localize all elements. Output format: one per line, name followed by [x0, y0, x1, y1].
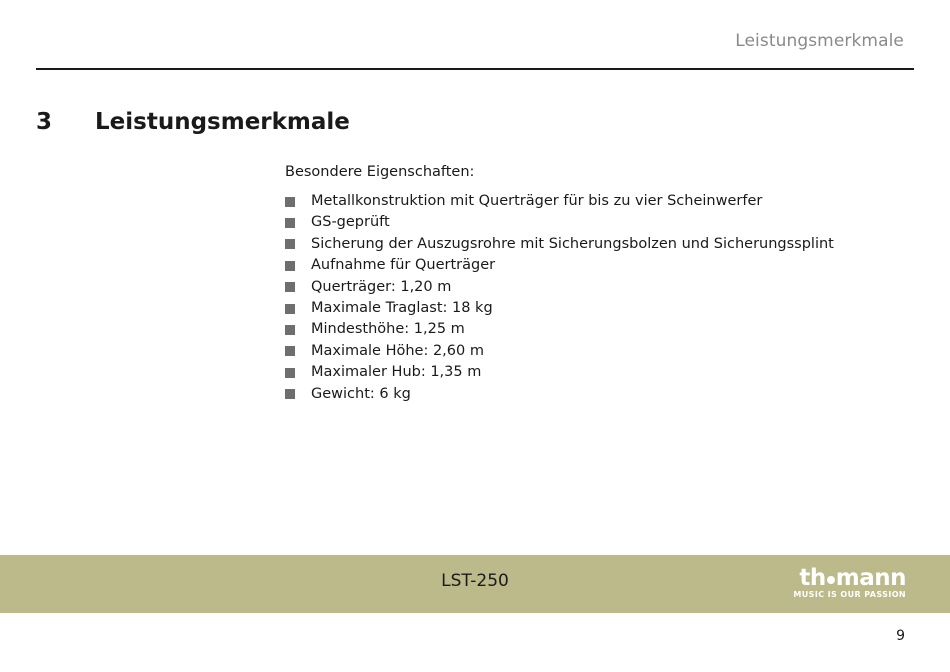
square-bullet-icon	[285, 197, 295, 207]
feature-text: Metallkonstruktion mit Querträger für bis zu vier Scheinwerfer	[311, 193, 763, 209]
feature-text: Maximale Traglast: 18 kg	[311, 299, 493, 316]
running-header: Leistungsmerkmale	[735, 31, 904, 51]
list-item	[285, 212, 834, 233]
square-bullet-icon	[285, 325, 295, 335]
list-item	[285, 277, 834, 298]
model-name: LST-250	[441, 571, 509, 591]
list-item	[285, 255, 834, 276]
logo-wordmark: th mann	[799, 565, 906, 591]
feature-text: Maximale Höhe: 2,60 m	[311, 342, 484, 359]
square-bullet-icon	[285, 346, 295, 356]
feature-text: Querträger: 1,20 m	[311, 278, 452, 295]
list-item	[285, 298, 834, 319]
feature-text: Sicherung der Auszugsrohre mit Sicherungsbolzen und Sicherungssplint	[311, 235, 834, 252]
list-item	[285, 191, 834, 212]
square-bullet-icon	[285, 261, 295, 271]
thomann-logo	[793, 566, 906, 600]
feature-text: Maximaler Hub: 1,35 m	[311, 364, 482, 381]
features-intro: Besondere Eigenschaften:	[285, 164, 475, 180]
square-bullet-icon	[285, 218, 295, 228]
list-item	[285, 319, 834, 340]
header-rule	[36, 68, 914, 70]
page-number: 9	[896, 628, 905, 644]
section-title: Leistungsmerkmale	[95, 109, 350, 135]
feature-text: Gewicht: 6 kg	[311, 385, 411, 402]
square-bullet-icon	[285, 282, 295, 292]
feature-text: Mindesthöhe: 1,25 m	[311, 321, 465, 338]
list-item	[285, 341, 834, 362]
feature-text: Aufnahme für Querträger	[311, 257, 496, 274]
square-bullet-icon	[285, 389, 295, 399]
footer-band	[0, 555, 950, 613]
square-bullet-icon	[285, 304, 295, 314]
feature-text: GS-geprüft	[311, 214, 390, 231]
logo-tagline: MUSIC IS OUR PASSION	[793, 590, 906, 599]
square-bullet-icon	[285, 368, 295, 378]
square-bullet-icon	[285, 239, 295, 249]
list-item	[285, 384, 834, 405]
list-item	[285, 362, 834, 383]
features-list	[285, 191, 834, 405]
list-item	[285, 234, 834, 255]
logo-dot-icon	[827, 576, 835, 584]
section-number: 3	[36, 109, 53, 135]
